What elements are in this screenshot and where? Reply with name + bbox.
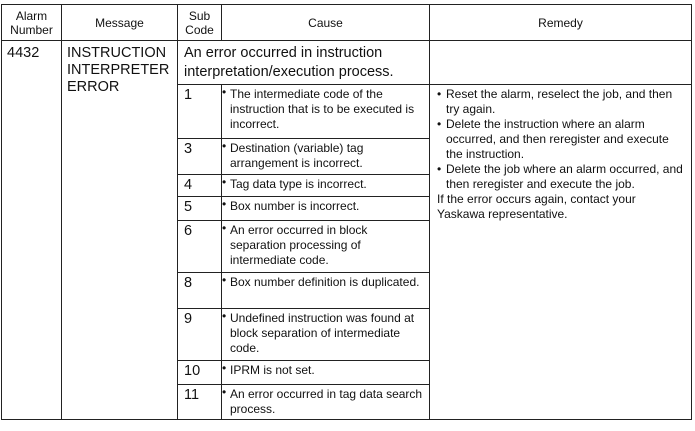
cause-text: Tag data type is incorrect. — [230, 177, 367, 191]
remedy-note: If the error occurs again, contact your Yaskawa representative. — [437, 192, 636, 221]
alarm-message: INSTRUCTION INTERPRETER ERROR — [67, 45, 170, 95]
remedy-blank-cell — [430, 41, 692, 85]
cause-text: Box number definition is duplicated. — [230, 275, 420, 289]
cause-cell — [222, 175, 430, 197]
bullet-mark: • — [222, 385, 227, 399]
remedy-item-text: Reset the alarm, reselect the job, and then try again. — [446, 87, 673, 116]
bullet-mark: • — [222, 139, 227, 153]
bullet-mark: • — [437, 162, 442, 176]
remedy-item — [437, 87, 685, 117]
sub-code: 11 — [184, 387, 200, 403]
bullet-mark: • — [437, 117, 442, 131]
remedy-content — [430, 85, 691, 222]
sub-code-cell — [178, 385, 222, 420]
sub-code: 3 — [184, 141, 193, 157]
sub-code-cell — [178, 197, 222, 221]
alarm-number-cell — [2, 41, 62, 420]
cause-cell — [222, 221, 430, 273]
message-cell — [62, 41, 178, 420]
bullet-mark: • — [222, 361, 227, 375]
cause-text: Box number is incorrect. — [230, 199, 360, 213]
sub-code: 1 — [184, 87, 193, 103]
bullet-mark: • — [222, 221, 227, 235]
bullet-mark: • — [437, 87, 442, 101]
cause-cell — [222, 197, 430, 221]
bullet-mark: • — [222, 309, 227, 323]
remedy-item-text: Delete the instruction where an alarm occurred, and then reregister and execute the instruction. — [446, 117, 669, 161]
cause-summary: An error occurred in instruction interpretation/execution process. — [184, 45, 394, 80]
bullet-mark: • — [222, 85, 227, 99]
sub-code-cell — [178, 221, 222, 273]
bullet-mark: • — [222, 273, 227, 287]
sub-code: 5 — [184, 199, 193, 215]
sub-code-cell — [178, 175, 222, 197]
cause-text: Destination (variable) tag arrangement is incorrect. — [230, 141, 364, 170]
header-sub-code: Sub Code — [178, 5, 222, 41]
cause-cell — [222, 385, 430, 420]
summary-row — [2, 41, 692, 85]
sub-code-cell — [178, 85, 222, 139]
remedy-item-text: Delete the job where an alarm occurred, and then reregister and execute the job. — [446, 162, 683, 191]
cause-text: An error occurred in tag data search process. — [230, 387, 423, 416]
sub-code: 10 — [184, 363, 201, 379]
alarm-table — [1, 4, 692, 420]
bullet-mark: • — [222, 175, 227, 189]
cause-cell — [222, 139, 430, 175]
sub-code: 6 — [184, 223, 193, 239]
cause-cell — [222, 273, 430, 309]
cause-text: An error occurred in block separation processing of intermediate code. — [230, 223, 368, 267]
sub-code-cell — [178, 361, 222, 385]
sub-code-cell — [178, 309, 222, 361]
sub-code: 8 — [184, 275, 193, 291]
summary-cell — [178, 41, 430, 85]
remedy-item — [437, 117, 685, 162]
cause-text: Undefined instruction was found at block separation of intermediate code. — [230, 311, 415, 355]
remedy-item — [437, 162, 685, 192]
alarm-number: 4432 — [7, 45, 40, 61]
cause-text: IPRM is not set. — [230, 363, 315, 377]
sub-code-cell — [178, 273, 222, 309]
header-cause: Cause — [222, 5, 430, 41]
remedy-cell — [430, 85, 692, 420]
header-remedy: Remedy — [430, 5, 692, 41]
cause-cell — [222, 361, 430, 385]
sub-code: 9 — [184, 311, 193, 327]
cause-text: The intermediate code of the instruction that is to be executed is incorrect. — [230, 87, 415, 131]
header-row — [2, 5, 692, 41]
sub-code: 4 — [184, 177, 193, 193]
bullet-mark: • — [222, 197, 227, 211]
cause-cell — [222, 309, 430, 361]
sub-code-cell — [178, 139, 222, 175]
header-message: Message — [62, 5, 178, 41]
header-alarm-number: Alarm Number — [2, 5, 62, 41]
cause-cell — [222, 85, 430, 139]
